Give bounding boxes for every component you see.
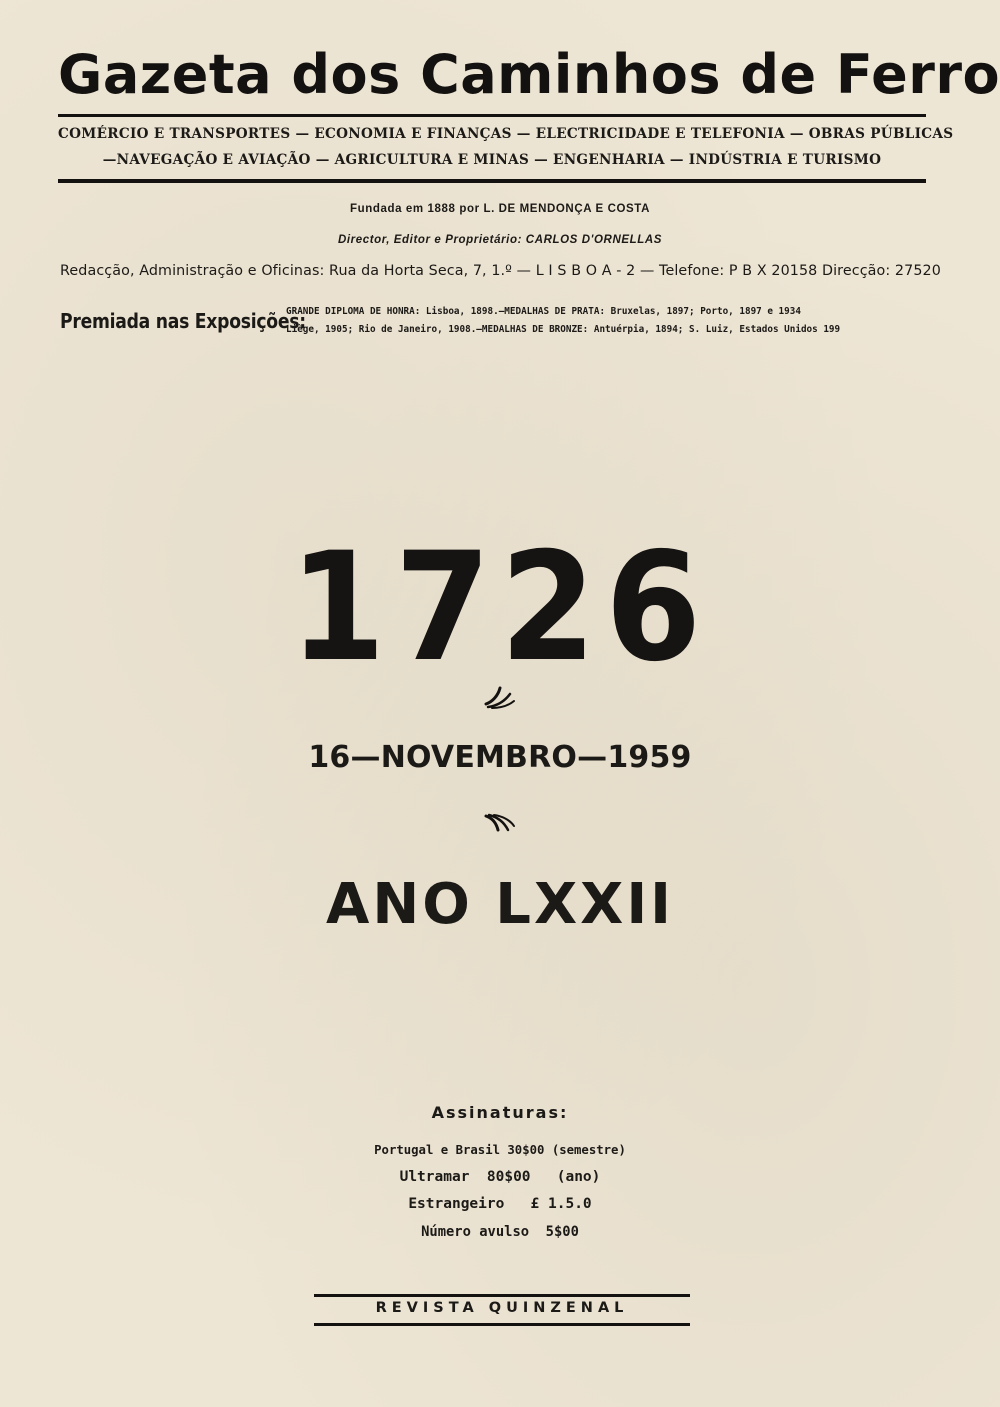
subscription-row: Ultramar 80$00 (ano) <box>399 1169 601 1185</box>
masthead-rule-top <box>58 114 926 117</box>
masthead-title: Gazeta dos Caminhos de Ferro <box>58 43 1000 106</box>
issue-number: 1726 <box>289 521 711 695</box>
footer-label: REVISTA QUINZENAL <box>375 1300 629 1316</box>
subscription-row: Portugal e Brasil 30$00 (semestre) <box>374 1143 626 1157</box>
subscriptions-title: Assinaturas: <box>431 1103 569 1122</box>
issue-year: ANO LXXII <box>325 872 674 937</box>
prizes-label: Premiada nas Exposições: <box>60 309 306 333</box>
prizes-line1: GRANDE DIPLOMA DE HONRA: Lisboa, 1898.—MEDALHAS DE PRATA: Bruxelas, 1897; Porto, 1897 e 1934 <box>286 306 801 317</box>
director-credit: Director, Editor e Proprietário: CARLOS D'ORNELLAS <box>337 234 663 246</box>
issue-date: 16—NOVEMBRO—1959 <box>308 740 692 775</box>
prizes-list <box>286 303 928 339</box>
masthead-rule-bottom <box>58 179 926 183</box>
footer-banner <box>314 1294 690 1326</box>
address-line: Redacção, Administração e Oficinas: Rua da Horta Seca, 7, 1.º — L I S B O A - 2 — Telefone: P B X 20158 Direcção: 27520 <box>60 263 941 279</box>
ornament-swirl-icon <box>482 812 518 840</box>
prizes-line2: Liège, 1905; Rio de Janeiro, 1908.—MEDALHAS DE BRONZE: Antuérpia, 1894; S. Luiz, Estados Unidos 199 <box>286 324 841 335</box>
subscription-row: Número avulso 5$00 <box>421 1224 579 1240</box>
subscription-row: Estrangeiro £ 1.5.0 <box>408 1196 592 1212</box>
ornament-swirl-icon <box>482 682 518 710</box>
masthead-subtitle-line2: —NAVEGAÇÃO E AVIAÇÃO — AGRICULTURA E MINAS — ENGENHARIA — INDÚSTRIA E TURISMO <box>102 152 882 168</box>
founded-credit: Fundada em 1888 por L. DE MENDONÇA E COSTA <box>350 203 650 215</box>
masthead-subtitle-line1: COMÉRCIO E TRANSPORTES — ECONOMIA E FINANÇAS — ELECTRICIDADE E TELEFONIA — OBRAS PÚBLICAS <box>58 126 954 142</box>
